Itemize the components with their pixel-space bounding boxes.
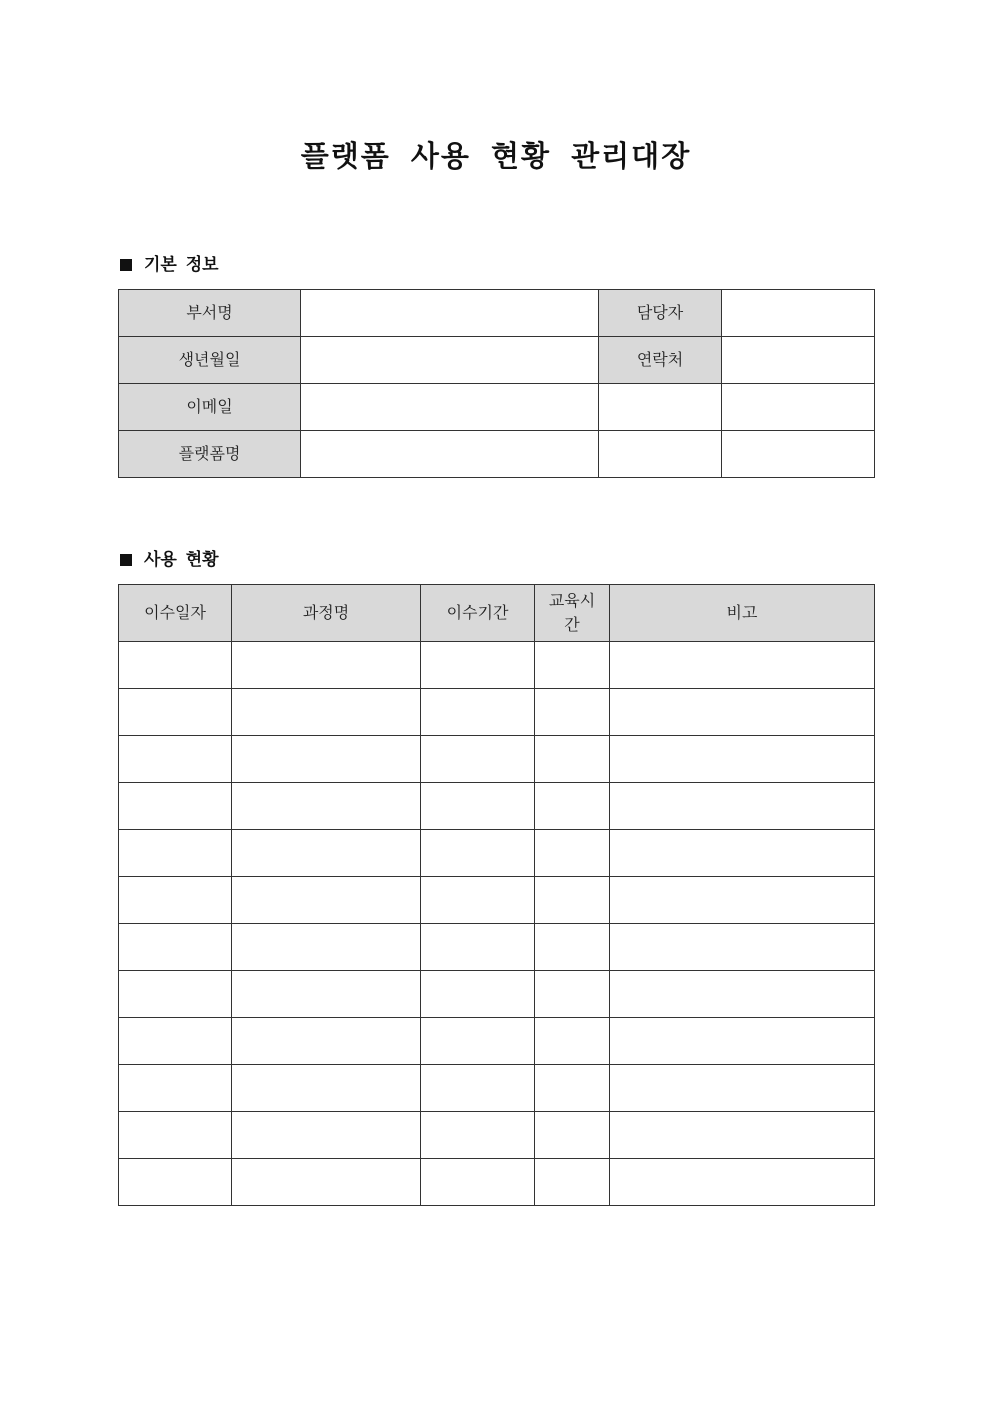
usage-table-body [119,642,875,1206]
blank-cell[interactable] [599,384,722,431]
completion-date-cell[interactable] [119,689,232,736]
completion-date-cell[interactable] [119,642,232,689]
completion-date-cell[interactable] [119,783,232,830]
completion-period-cell[interactable] [421,877,535,924]
email-field[interactable] [301,384,599,431]
course-name-cell[interactable] [232,1065,421,1112]
course-name-cell[interactable] [232,971,421,1018]
completion-date-cell[interactable] [119,971,232,1018]
training-hours-cell[interactable] [535,1018,610,1065]
column-header-completion-period: 이수기간 [421,585,535,642]
course-name-cell[interactable] [232,1112,421,1159]
course-name-cell[interactable] [232,783,421,830]
remarks-cell[interactable] [610,1065,875,1112]
section-heading-basic-info [120,253,219,277]
table-row [119,1159,875,1206]
course-name-cell[interactable] [232,689,421,736]
course-name-cell[interactable] [232,1159,421,1206]
remarks-cell[interactable] [610,877,875,924]
course-name-cell[interactable] [232,877,421,924]
completion-date-cell[interactable] [119,1018,232,1065]
completion-date-cell[interactable] [119,1112,232,1159]
remarks-cell[interactable] [610,1112,875,1159]
course-name-cell[interactable] [232,1018,421,1065]
training-hours-cell[interactable] [535,1159,610,1206]
completion-period-cell[interactable] [421,830,535,877]
basic-info-table [118,289,875,478]
birthdate-field[interactable] [301,337,599,384]
table-row [119,1112,875,1159]
training-hours-cell[interactable] [535,1065,610,1112]
section-heading-label: 사용 현황 [144,550,219,570]
department-label: 부서명 [119,290,301,337]
completion-period-cell[interactable] [421,971,535,1018]
table-row [119,642,875,689]
completion-date-cell[interactable] [119,1065,232,1112]
blank-cell[interactable] [722,384,875,431]
remarks-cell[interactable] [610,971,875,1018]
birthdate-label: 생년월일 [119,337,301,384]
completion-period-cell[interactable] [421,689,535,736]
training-hours-cell[interactable] [535,642,610,689]
table-row [119,689,875,736]
table-row [119,1065,875,1112]
course-name-cell[interactable] [232,642,421,689]
section-heading-usage-status [120,548,219,572]
course-name-cell[interactable] [232,924,421,971]
table-row [119,830,875,877]
table-row [119,736,875,783]
remarks-cell[interactable] [610,783,875,830]
contact-label: 연락처 [599,337,722,384]
table-row [119,924,875,971]
training-hours-cell[interactable] [535,736,610,783]
platform-name-field[interactable] [301,431,599,478]
completion-period-cell[interactable] [421,642,535,689]
completion-date-cell[interactable] [119,830,232,877]
table-row [119,971,875,1018]
column-header-course-name: 과정명 [232,585,421,642]
blank-cell[interactable] [599,431,722,478]
course-name-cell[interactable] [232,736,421,783]
training-hours-cell[interactable] [535,1112,610,1159]
platform-name-label: 플랫폼명 [119,431,301,478]
completion-period-cell[interactable] [421,1112,535,1159]
completion-period-cell[interactable] [421,924,535,971]
column-header-completion-date: 이수일자 [119,585,232,642]
training-hours-cell[interactable] [535,877,610,924]
training-hours-cell[interactable] [535,689,610,736]
usage-status-table [118,584,875,1206]
remarks-cell[interactable] [610,736,875,783]
remarks-cell[interactable] [610,689,875,736]
remarks-cell[interactable] [610,642,875,689]
table-header-row [119,585,875,642]
completion-period-cell[interactable] [421,736,535,783]
training-hours-cell[interactable] [535,783,610,830]
course-name-cell[interactable] [232,830,421,877]
remarks-cell[interactable] [610,924,875,971]
department-field[interactable] [301,290,599,337]
contact-field[interactable] [722,337,875,384]
completion-date-cell[interactable] [119,877,232,924]
manager-field[interactable] [722,290,875,337]
completion-period-cell[interactable] [421,783,535,830]
table-row [119,1018,875,1065]
column-header-training-hours: 교육시 간 [535,585,610,642]
completion-date-cell[interactable] [119,1159,232,1206]
completion-period-cell[interactable] [421,1159,535,1206]
table-row [119,384,875,431]
page-title: 플랫폼 사용 현황 관리대장 [300,139,692,173]
remarks-cell[interactable] [610,1018,875,1065]
training-hours-cell[interactable] [535,924,610,971]
table-row [119,783,875,830]
remarks-cell[interactable] [610,1159,875,1206]
remarks-cell[interactable] [610,830,875,877]
column-header-remarks: 비고 [610,585,875,642]
table-row [119,877,875,924]
training-hours-cell[interactable] [535,971,610,1018]
completion-date-cell[interactable] [119,736,232,783]
completion-period-cell[interactable] [421,1018,535,1065]
completion-date-cell[interactable] [119,924,232,971]
table-row [119,337,875,384]
training-hours-cell[interactable] [535,830,610,877]
email-label: 이메일 [119,384,301,431]
completion-period-cell[interactable] [421,1065,535,1112]
manager-label: 담당자 [599,290,722,337]
black-square-icon [120,259,132,271]
table-row [119,431,875,478]
section-heading-label: 기본 정보 [144,255,219,275]
table-row [119,290,875,337]
blank-cell[interactable] [722,431,875,478]
black-square-icon [120,554,132,566]
